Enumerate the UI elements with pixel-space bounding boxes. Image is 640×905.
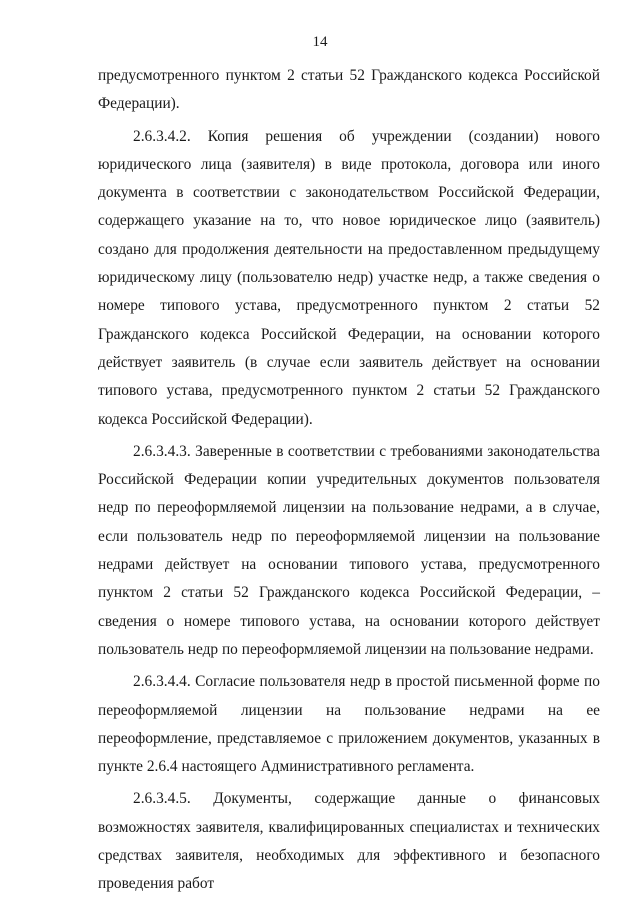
paragraph-continuation: предусмотренного пунктом 2 статьи 52 Гражданского кодекса Российской Федерации). [98,67,600,113]
page-number: 14 [312,34,328,50]
paragraph-2-6-3-4-4: 2.6.3.4.4. Согласие пользователя недр в простой письменной форме по переоформляемой лицензии на пользование недрами на ее переоформление, представляемое с приложением документов, указанных в пункте 2.6.4 настоящего Административного регламента. [98,673,600,776]
paragraph-2-6-3-4-2: 2.6.3.4.2. Копия решения об учреждении (создании) нового юридического лица (заявителя) в виде протокола, договора или иного документа в соответствии с законодательством Российской Федерации, содержащего указание на то, что новое юридическое лицо (заявитель) создано для продолжения деятельности на предоставленном предыдущему юридическому лицу (пользователю недр) участке недр, а также сведения о номере типового устава, предусмотренного пунктом 2 статьи 52 Гражданского кодекса Российской Федерации, на основании которого действует заявитель (в случае если заявитель действует на основании типового устава, предусмотренного пунктом 2 статьи 52 Гражданского кодекса Российской Федерации). [98,127,600,428]
paragraph-2-6-3-4-3: 2.6.3.4.3. Заверенные в соответствии с требованиями законодательства Российской Федерации копии учредительных документов пользователя недр по переоформляемой лицензии на пользование недрами, а в случае, если пользователь недр по переоформляемой лицензии на пользование недрами действует на основании типового устава, предусмотренного пунктом 2 статьи 52 Гражданского кодекса Российской Федерации, – сведения о номере типового устава, на основании которого действует пользователь недр по переоформляемой лицензии на пользование недрами. [98,442,600,658]
paragraph-2-6-3-4-5: 2.6.3.4.5. Документы, содержащие данные о финансовых возможностях заявителя, квалифицированных специалистах и технических средствах заявителя, необходимых для эффективного и безопасного проведения работ [98,790,600,893]
document-body [98,62,600,899]
